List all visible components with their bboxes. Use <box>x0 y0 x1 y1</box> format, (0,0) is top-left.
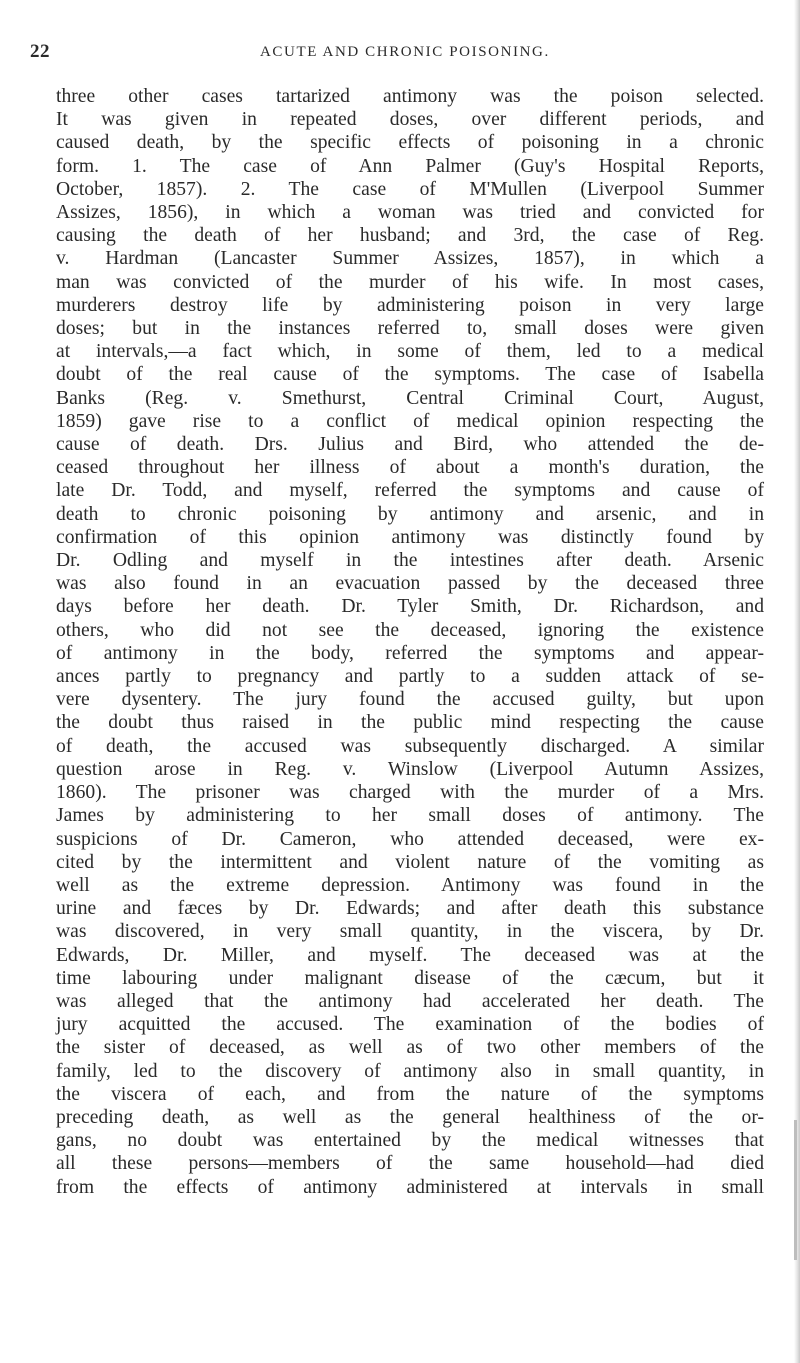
text-line: all these persons—members of the same household—had died <box>56 1153 764 1175</box>
text-line: Assizes, 1856), in which a woman was tried and convicted for <box>56 202 764 224</box>
text-line: ances partly to pregnancy and partly to a sudden attack of se- <box>56 666 764 688</box>
text-line: doses; but in the instances referred to, small doses were given <box>56 318 764 340</box>
text-line: was alleged that the antimony had accelerated her death. The <box>56 990 764 1012</box>
text-line: confirmation of this opinion antimony was distinctly found by <box>56 526 764 548</box>
text-line: Dr. Odling and myself in the intestines after death. Arsenic <box>56 550 764 572</box>
text-line: of death, the accused was subsequently discharged. A similar <box>56 735 764 757</box>
text-line: ceased throughout her illness of about a month's duration, the <box>56 457 764 479</box>
text-line: James by administering to her small doses of antimony. The <box>56 805 764 827</box>
text-line: jury acquitted the accused. The examination of the bodies of <box>56 1014 764 1036</box>
text-line: v. Hardman (Lancaster Summer Assizes, 1857), in which a <box>56 248 764 270</box>
text-line: 1860). The prisoner was charged with the murder of a Mrs. <box>56 782 764 804</box>
text-line: three other cases tartarized antimony was the poison selected. <box>56 86 764 107</box>
text-line: death to chronic poisoning by antimony and arsenic, and in <box>56 503 764 525</box>
text-line: urine and fæces by Dr. Edwards; and after death this substance <box>56 898 764 920</box>
text-line: of antimony in the body, referred the symptoms and appear- <box>56 642 764 664</box>
text-line: family, led to the discovery of antimony also in small quantity, in <box>56 1060 764 1082</box>
text-line: doubt of the real cause of the symptoms. The case of Isabella <box>56 364 764 386</box>
text-line: Edwards, Dr. Miller, and myself. The deceased was at the <box>56 944 764 966</box>
text-line: time labouring under malignant disease of the cæcum, but it <box>56 967 764 989</box>
text-line: the sister of deceased, as well as of two other members of the <box>56 1037 764 1059</box>
text-line: at intervals,—a fact which, in some of them, led to a medical <box>56 341 764 363</box>
text-line: murderers destroy life by administering poison in very large <box>56 294 764 316</box>
running-head: ACUTE AND CHRONIC POISONING. <box>260 44 550 60</box>
text-line: the doubt thus raised in the public mind respecting the cause <box>56 712 764 734</box>
text-line: cited by the intermittent and violent nature of the vomiting as <box>56 851 764 873</box>
text-line: question arose in Reg. v. Winslow (Liverpool Autumn Assizes, <box>56 758 764 780</box>
text-line: October, 1857). 2. The case of M'Mullen (Liverpool Summer <box>56 178 764 200</box>
text-line: days before her death. Dr. Tyler Smith, Dr. Richardson, and <box>56 596 764 618</box>
text-line: Banks (Reg. v. Smethurst, Central Criminal Court, August, <box>56 387 764 409</box>
text-line: suspicions of Dr. Cameron, who attended deceased, were ex- <box>56 828 764 850</box>
text-line: from the effects of antimony administered at intervals in small <box>56 1176 764 1198</box>
page-number: 22 <box>30 41 50 62</box>
text-line: well as the extreme depression. Antimony was found in the <box>56 874 764 896</box>
text-line: It was given in repeated doses, over different periods, and <box>56 109 764 131</box>
body-text <box>56 85 764 1199</box>
text-line: was discovered, in very small quantity, in the viscera, by Dr. <box>56 921 764 943</box>
text-line: gans, no doubt was entertained by the medical witnesses that <box>56 1130 764 1152</box>
text-line: the viscera of each, and from the nature of the symptoms <box>56 1083 764 1105</box>
text-line: caused death, by the specific effects of poisoning in a chronic <box>56 132 764 154</box>
text-line: 1859) gave rise to a conflict of medical opinion respecting the <box>56 410 764 432</box>
text-line: vere dysentery. The jury found the accused guilty, but upon <box>56 689 764 711</box>
text-line: causing the death of her husband; and 3rd, the case of Reg. <box>56 225 764 247</box>
text-line: others, who did not see the deceased, ignoring the existence <box>56 619 764 641</box>
text-line: cause of death. Drs. Julius and Bird, who attended the de- <box>56 434 764 456</box>
text-line: was also found in an evacuation passed by the deceased three <box>56 573 764 595</box>
text-line: preceding death, as well as the general healthiness of the or- <box>56 1106 764 1128</box>
text-line: late Dr. Todd, and myself, referred the symptoms and cause of <box>56 480 764 502</box>
text-line: man was convicted of the murder of his wife. In most cases, <box>56 271 764 293</box>
page-edge-mark <box>794 1120 797 1260</box>
text-line: form. 1. The case of Ann Palmer (Guy's Hospital Reports, <box>56 155 764 177</box>
